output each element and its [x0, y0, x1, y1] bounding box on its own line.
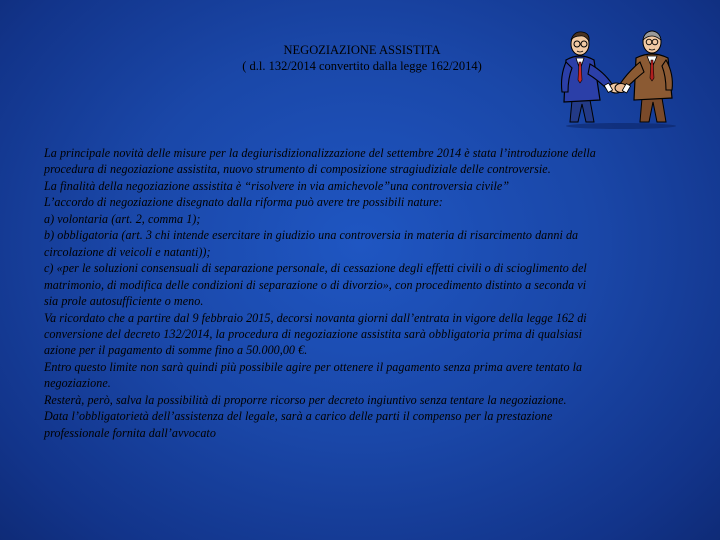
title-line-1: NEGOZIAZIONE ASSISTITA	[283, 43, 441, 57]
slide-title	[200, 42, 524, 74]
body-line: La principale novità delle misure per la degiurisdizionalizzazione del settembre 2014 è stata l’introduzione della	[44, 146, 596, 160]
body-line: Va ricordato che a partire dal 9 febbraio 2015, decorsi novanta giorni dall’entrata in vigore della legge 162 di	[44, 310, 587, 325]
body-line: negoziazione.	[44, 376, 111, 391]
body-line: c) «per le soluzioni consensuali di separazione personale, di cessazione degli effetti civili o di scioglimento del	[44, 261, 587, 276]
body-line: La finalità della negoziazione assistita è “risolvere in via amichevole”una controversia civile”	[44, 178, 510, 193]
body-line: a) volontaria (art. 2, comma 1);	[44, 211, 201, 226]
body-line: circolazione di veicoli e natanti));	[44, 244, 211, 259]
handshake-businessmen-icon	[556, 30, 686, 130]
body-line: Entro questo limite non sarà quindi più possibile agire per ottenere il pagamento senza prima avere tentato la	[44, 359, 583, 374]
body-line: professionale fornita dall’avvocato	[44, 425, 216, 440]
body-line: conversione del decreto 132/2014, la procedura di negoziazione assistita sarà obbligatoria prima di qualsiasi	[44, 326, 582, 341]
body-line: azione per il pagamento di somme fino a 50.000,00 €.	[44, 343, 308, 358]
body-text	[44, 145, 688, 441]
body-line: L’accordo di negoziazione disegnato dalla riforma può avere tre possibili nature:	[44, 195, 443, 210]
body-line: Resterà, però, salva la possibilità di proporre ricorso per decreto ingiuntivo senza tentare la negoziazione.	[44, 392, 567, 407]
body-line: Data l’obbligatorietà dell’assistenza del legale, sarà a carico delle parti il compenso per la prestazione	[44, 409, 553, 424]
body-line: matrimonio, di modifica delle condizioni di separazione o di divorzio», con procedimento distinto a seconda vi	[44, 277, 587, 292]
body-line: sia prole autosufficiente o meno.	[44, 294, 204, 309]
body-line: b) obbligatoria (art. 3 chi intende esercitare in giudizio una controversia in materia di risarcimento danni da	[44, 228, 579, 243]
body-line: procedura di negoziazione assistita, nuovo strumento di composizione stragiudiziale delle controversie.	[44, 162, 551, 177]
title-line-2: ( d.l. 132/2014 convertito dalla legge 162/2014)	[242, 59, 482, 73]
